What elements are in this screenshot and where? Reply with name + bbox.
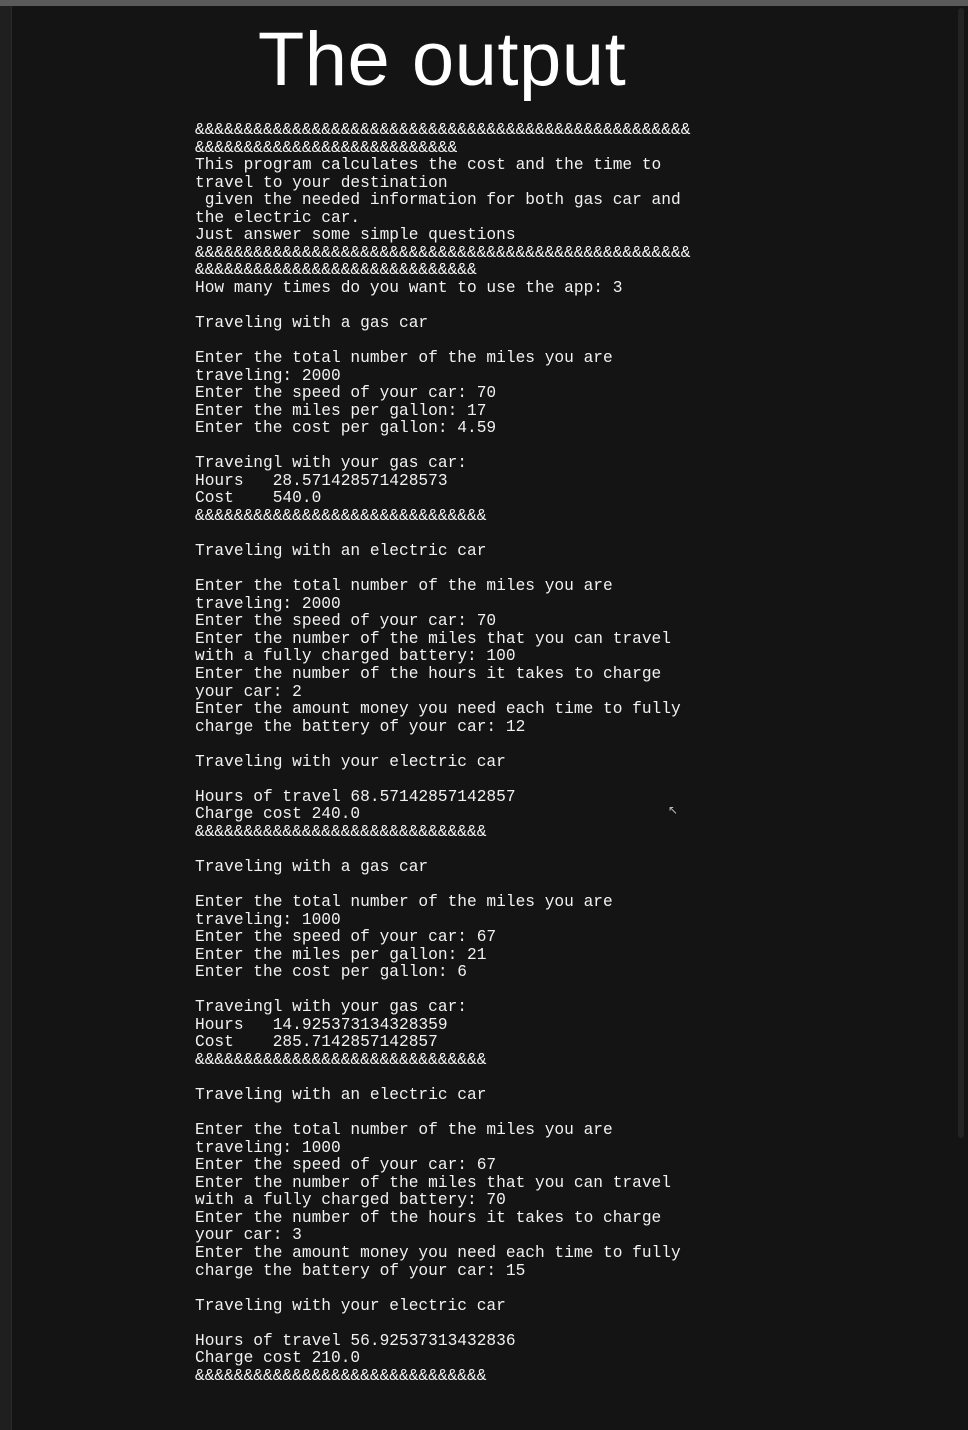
console-line: your car: 2: [195, 682, 302, 701]
console-line: Enter the total number of the miles you are: [195, 893, 613, 912]
console-line: [195, 1280, 755, 1298]
left-gutter: [0, 6, 12, 1430]
console-line: Traveling with your electric car: [195, 752, 506, 771]
console-line: Cost 540.0: [195, 489, 322, 508]
console-line: [195, 1105, 755, 1123]
console-line: traveling: 2000: [195, 594, 341, 613]
console-line: &&&&&&&&&&&&&&&&&&&&&&&&&&&&&&: [195, 822, 487, 841]
console-line: Enter the miles per gallon: 17: [195, 401, 487, 420]
console-line: Just answer some simple questions: [195, 226, 516, 245]
console-line: Enter the speed of your car: 67: [195, 928, 497, 947]
console-line: Enter the cost per gallon: 4.59: [195, 419, 497, 438]
console-line: Enter the miles per gallon: 21: [195, 945, 487, 964]
console-line: charge the battery of your car: 15: [195, 1261, 526, 1280]
console-line: How many times do you want to use the app: 3: [195, 278, 623, 297]
console-line: Traveling with an electric car: [195, 542, 487, 561]
page-title: The output: [257, 17, 627, 102]
console-line: Traveling with an electric car: [195, 1086, 487, 1105]
console-line: Enter the number of the hours it takes to charge: [195, 1208, 662, 1227]
console-line: traveling: 2000: [195, 366, 341, 385]
console-line: with a fully charged battery: 100: [195, 647, 516, 666]
vertical-scrollbar[interactable]: [958, 8, 964, 1138]
console-line: Cost 285.7142857142857: [195, 1033, 438, 1052]
console-line: Enter the amount money you need each time to fully: [195, 1244, 681, 1262]
console-output: [195, 122, 755, 1385]
console-line: charge the battery of your car: 12: [195, 717, 526, 736]
console-line: [195, 982, 755, 1000]
console-line: Enter the number of the miles that you can travel: [195, 629, 671, 648]
console-line: &&&&&&&&&&&&&&&&&&&&&&&&&&&&&&&&&&&&&&&&&&&&&&&&&&&: [195, 243, 691, 262]
console-line: [195, 333, 755, 351]
console-line: Charge cost 240.0: [195, 805, 361, 824]
console-line: traveling: 1000: [195, 1138, 341, 1157]
console-line: &&&&&&&&&&&&&&&&&&&&&&&&&&&&&&&&&&&&&&&&&&&&&&&&&&&: [195, 121, 691, 139]
console-line: Traveling with your electric car: [195, 1296, 506, 1315]
console-line: Hours 28.571428571428573: [195, 471, 448, 490]
console-line: [195, 1315, 755, 1333]
console-line: Traveingl with your gas car:: [195, 998, 467, 1017]
console-line: your car: 3: [195, 1226, 302, 1245]
console-line: Enter the speed of your car: 67: [195, 1156, 497, 1175]
console-line: the electric car.: [195, 208, 361, 227]
console-line: [195, 877, 755, 895]
console-line: Enter the number of the miles that you can travel: [195, 1173, 671, 1192]
console-line: Enter the total number of the miles you are: [195, 1121, 613, 1140]
console-line: travel to your destination: [195, 173, 448, 192]
console-line: with a fully charged battery: 70: [195, 1191, 506, 1210]
console-line: &&&&&&&&&&&&&&&&&&&&&&&&&&&&&&: [195, 507, 487, 526]
console-line: [195, 561, 755, 579]
console-line: Hours 14.925373134328359: [195, 1015, 448, 1034]
console-line: Traveling with a gas car: [195, 314, 429, 333]
console-line: Charge cost 210.0: [195, 1349, 361, 1368]
console-line: traveling: 1000: [195, 910, 341, 929]
console-line: [195, 1070, 755, 1088]
console-line: &&&&&&&&&&&&&&&&&&&&&&&&&&&&&: [195, 261, 477, 280]
console-line: Hours of travel 56.92537313432836: [195, 1331, 516, 1350]
console-line: [195, 736, 755, 754]
console-line: Traveingl with your gas car:: [195, 454, 467, 473]
mouse-cursor-icon: ↖: [668, 803, 679, 817]
console-line: &&&&&&&&&&&&&&&&&&&&&&&&&&&&&&: [195, 1366, 487, 1385]
console-line: [195, 297, 755, 315]
console-line: Enter the amount money you need each time to fully: [195, 700, 681, 719]
console-line: Enter the total number of the miles you are: [195, 349, 613, 368]
window-top-bar: [0, 0, 968, 6]
console-line: Hours of travel 68.57142857142857: [195, 787, 516, 806]
console-line: Traveling with a gas car: [195, 857, 429, 876]
console-line: [195, 841, 755, 859]
console-line: [195, 526, 755, 544]
console-line: Enter the cost per gallon: 6: [195, 963, 467, 982]
console-line: Enter the total number of the miles you are: [195, 577, 613, 596]
console-line: [195, 438, 755, 456]
console-line: given the needed information for both gas car and: [195, 191, 681, 210]
console-line: &&&&&&&&&&&&&&&&&&&&&&&&&&&&&&: [195, 1050, 487, 1069]
console-line: &&&&&&&&&&&&&&&&&&&&&&&&&&&: [195, 138, 458, 157]
console-line: This program calculates the cost and the time to: [195, 156, 662, 175]
console-line: Enter the number of the hours it takes to charge: [195, 664, 662, 683]
console-line: [195, 771, 755, 789]
console-line: Enter the speed of your car: 70: [195, 384, 497, 403]
console-line: Enter the speed of your car: 70: [195, 612, 497, 631]
